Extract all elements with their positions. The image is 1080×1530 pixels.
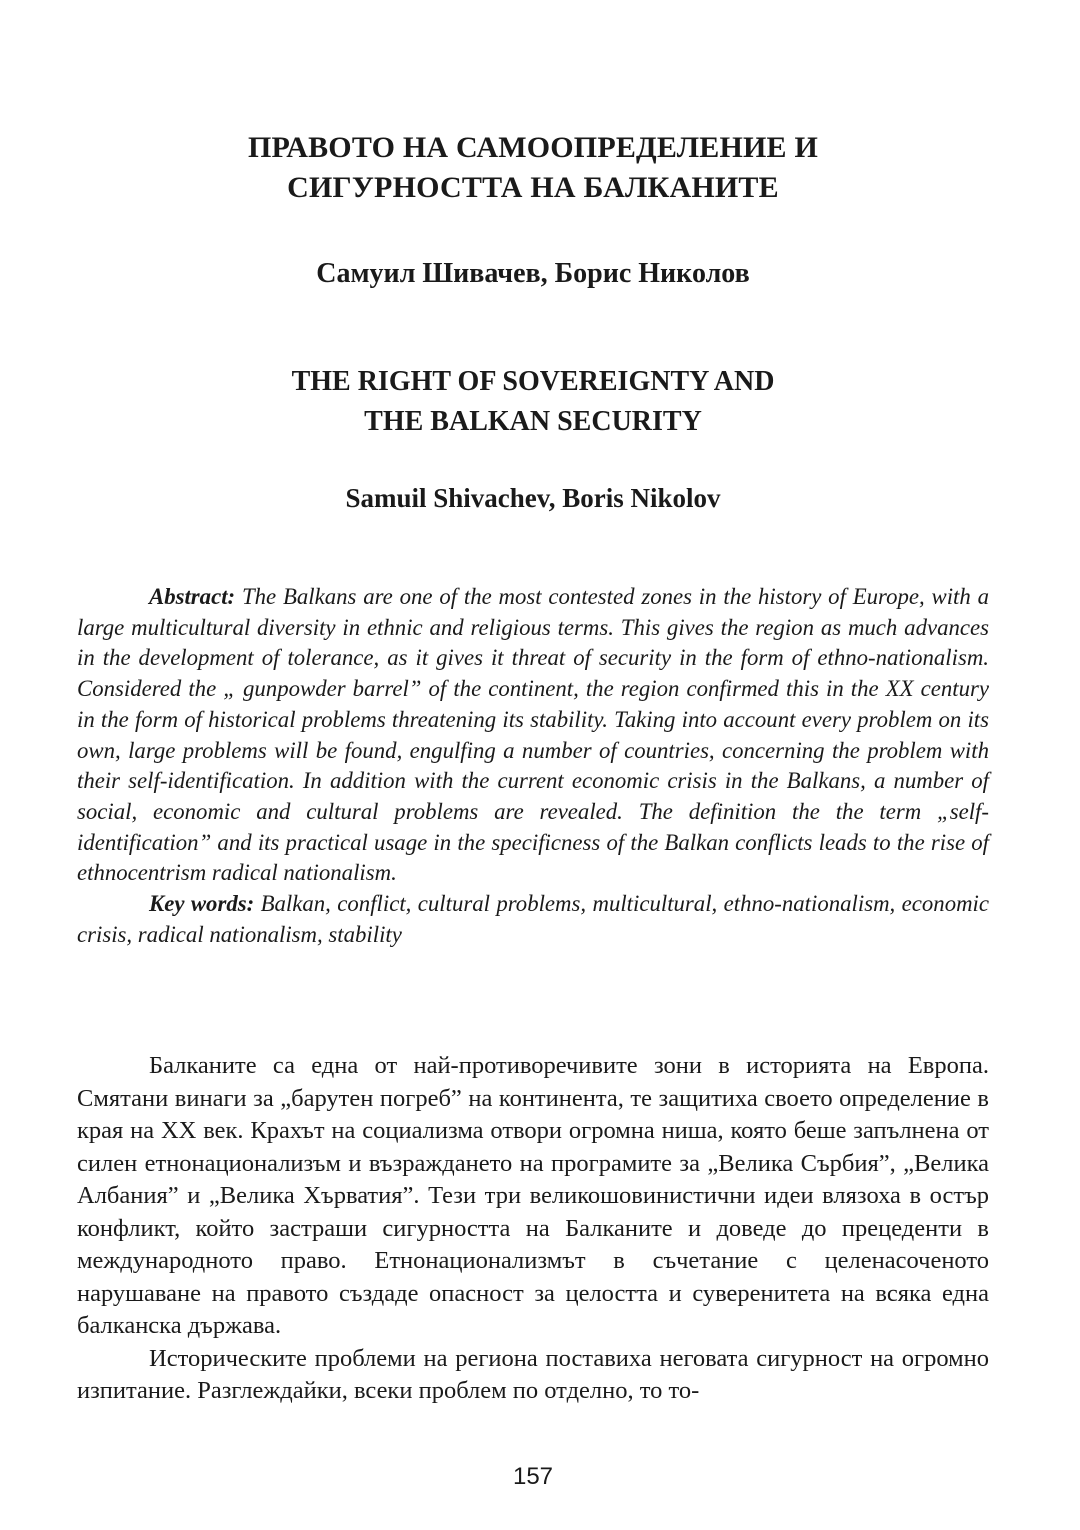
- title-english-line-2: THE BALKAN SECURITY: [364, 406, 702, 437]
- body-text: [77, 1050, 989, 1408]
- keywords-text: Balkan, conflict, cultural problems, multicultural, ethno-nationalism, economic crisis, radical nationalism, stability: [77, 891, 990, 947]
- authors-english: Samuil Shivachev, Boris Nikolov: [345, 483, 721, 513]
- keywords-paragraph: [77, 889, 989, 950]
- abstract-section: [77, 582, 989, 950]
- page-number: 157: [512, 1463, 554, 1490]
- authors-bulgarian: Самуил Шивачев, Борис Николов: [316, 258, 750, 289]
- title-bulgarian: [77, 128, 989, 208]
- abstract-label: Abstract:: [149, 584, 236, 609]
- title-bulgarian-line-2: СИГУРНОСТТА НА БАЛКАНИТЕ: [287, 171, 779, 204]
- paper-page: [77, 0, 989, 1530]
- body-paragraph-1: Балканите са една от най-противоречивите зони в историята на Европа. Смятани винаги за „барутен погреб” на континента, те защитиха своето определение в края на XX век. Крахът на социализма отвори огромна ниша, която беше запълнена от силен етнонационализъм и възраждането на програмите за „Велика Сърбия”, „Велика Албания” и „Велика Хърватия”. Тези три великошовинистични идеи влязоха в остър конфликт, който застраши сигурността на Балканите и доведе до прецеденти в международното право. Етнонационализмът в съчетание с целенасоченото нарушаване на правото създаде опасност за целостта и суверенитета на всяка една балканска държава.: [77, 1052, 989, 1339]
- abstract-text: The Balkans are one of the most contested zones in the history of Europe, with a large multicultural diversity in ethnic and religious terms. This gives the region as much advances in the development of tolerance, as it gives it threat of security in the form of ethno-nationalism. Considered the „ gunpowder barrel” of the continent, the region confirmed this in the XX century in the form of historical problems threatening its stability. Taking into account every problem on its own, large problems will be found, engulfing a number of countries, concerning the problem with their self-identification. In addition with the current economic crisis in the Balkans, a number of social, economic and cultural problems are revealed. The definition the the term „self-identification” and its practical usage in the specificness of the Balkan conflicts leads to the rise of ethnocentrism radical nationalism.: [77, 584, 989, 886]
- title-english: [77, 362, 989, 442]
- title-bulgarian-line-1: ПРАВОТО НА САМООПРЕДЕЛЕНИЕ И: [247, 131, 818, 164]
- keywords-label: Key words:: [149, 891, 255, 917]
- title-english-line-1: THE RIGHT OF SOVEREIGNTY AND: [291, 366, 775, 397]
- abstract-paragraph: [77, 582, 989, 889]
- body-paragraph-2: Историческите проблеми на региона поставиха неговата сигурност на огромно изпитание. Разглеждайки, всеки проблем по отделно, то то-: [77, 1344, 989, 1404]
